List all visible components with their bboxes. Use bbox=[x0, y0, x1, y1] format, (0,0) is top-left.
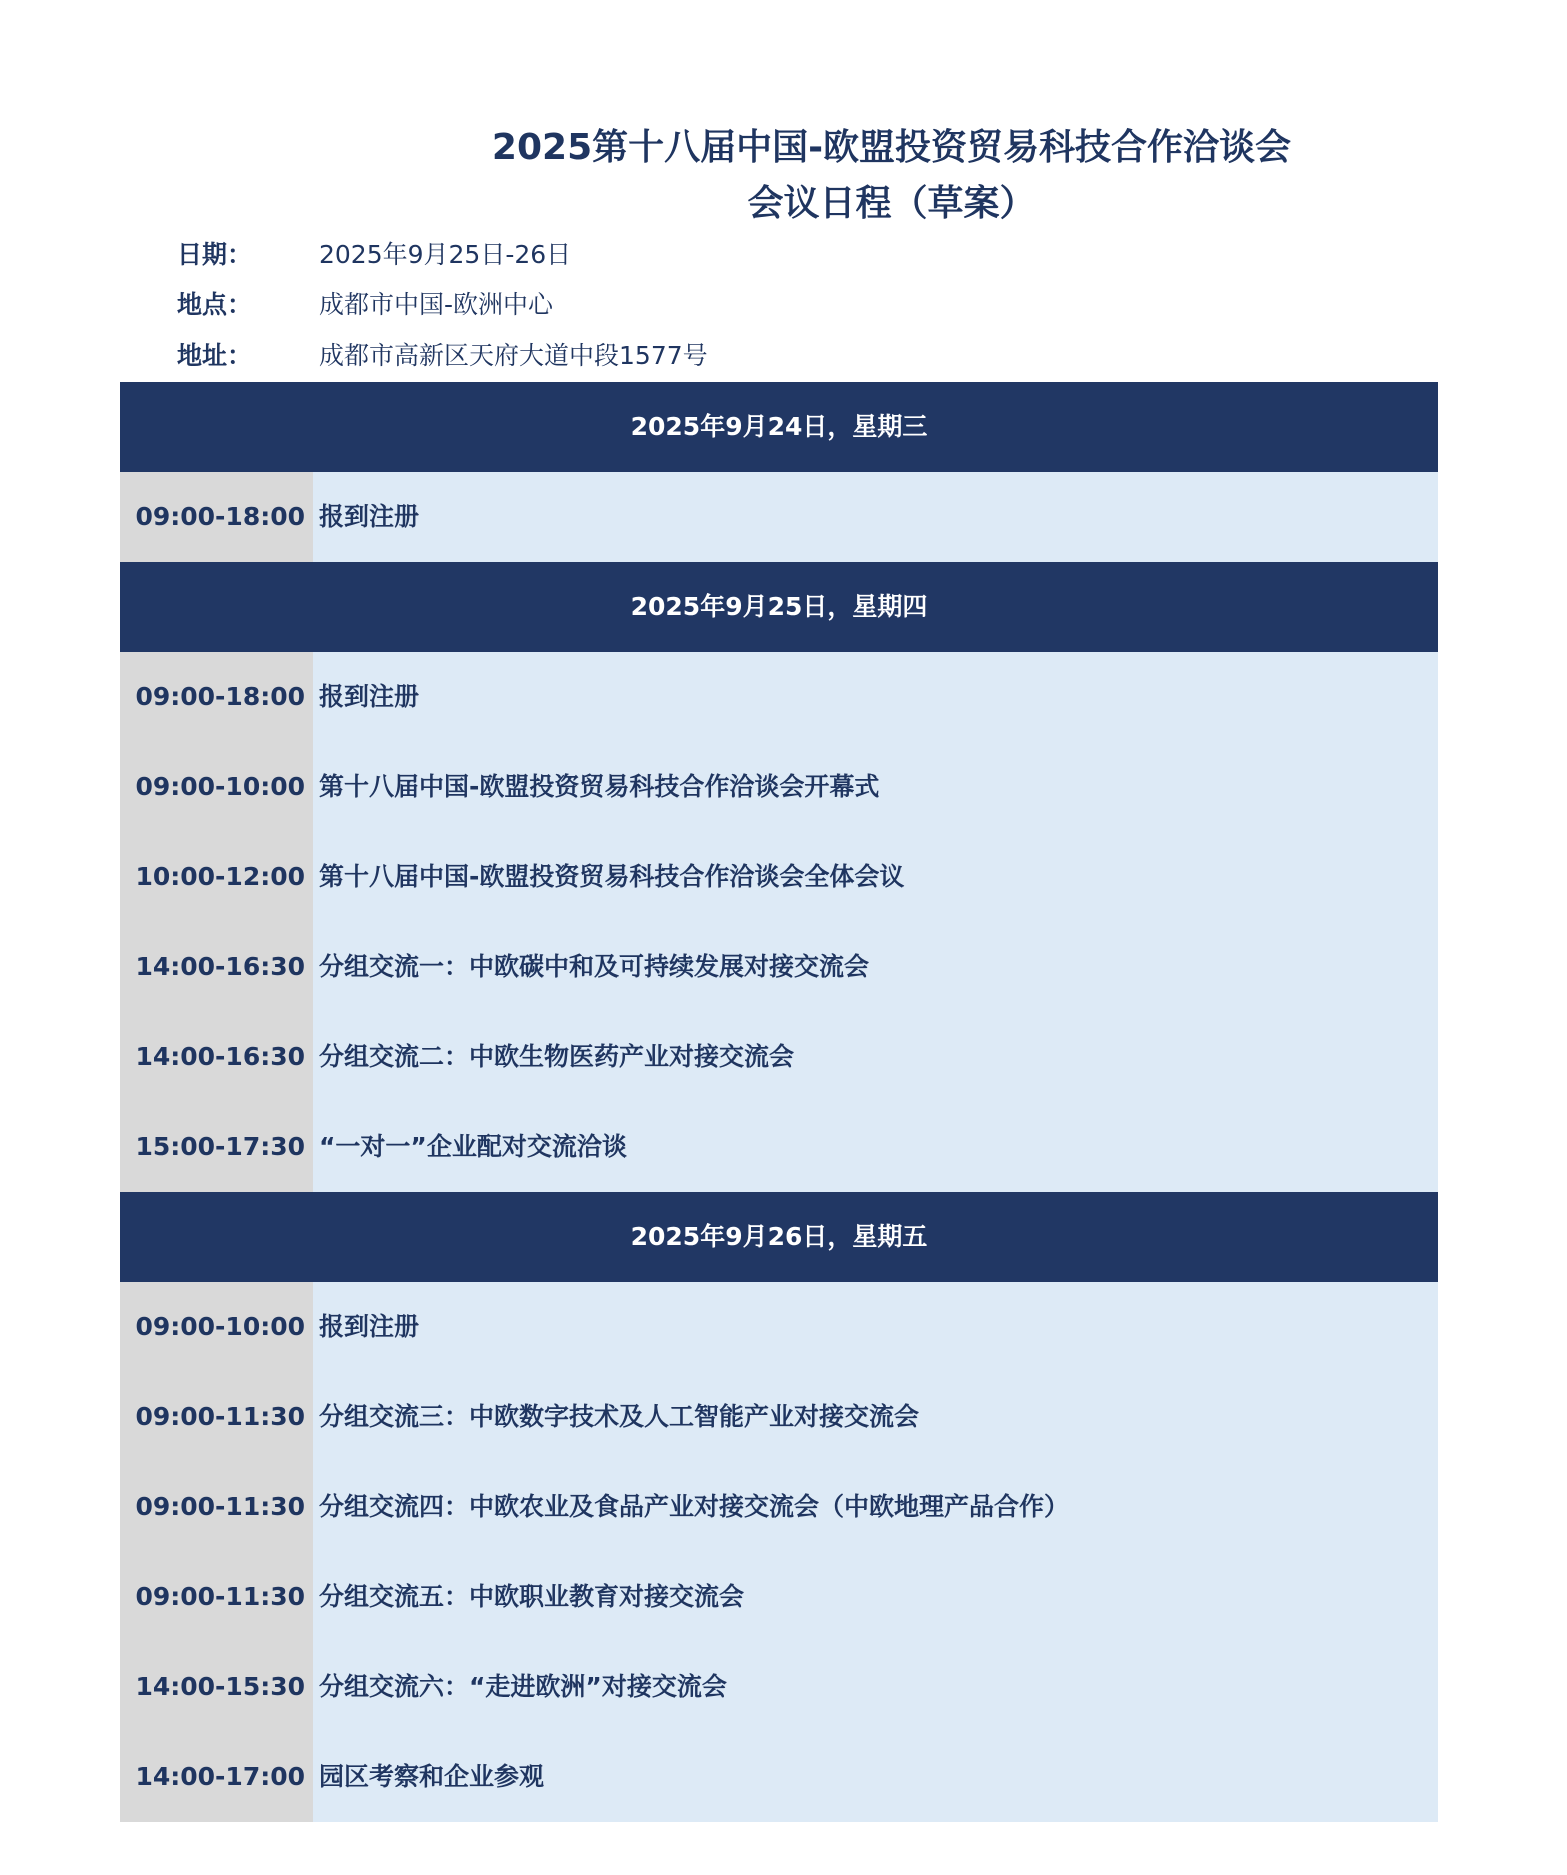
event-time: 14:00-15:30 bbox=[120, 1642, 313, 1732]
event-title: 分组交流五：中欧职业教育对接交流会 bbox=[313, 1552, 1438, 1642]
table-row bbox=[120, 1552, 1438, 1642]
event-title: 第十八届中国-欧盟投资贸易科技合作洽谈会全体会议 bbox=[313, 832, 1438, 922]
event-time: 14:00-16:30 bbox=[120, 1012, 313, 1102]
event-time: 14:00-17:00 bbox=[120, 1732, 313, 1822]
event-title: 园区考察和企业参观 bbox=[313, 1732, 1438, 1822]
schedule-table bbox=[120, 382, 1438, 1822]
info-value: 2025年9月25日-26日 bbox=[319, 240, 572, 269]
event-title: 分组交流六：“走进欧洲”对接交流会 bbox=[313, 1642, 1438, 1732]
table-row bbox=[120, 1642, 1438, 1732]
table-row bbox=[120, 652, 1438, 742]
info-label: 地址： bbox=[177, 341, 253, 370]
event-title: 报到注册 bbox=[313, 1282, 1438, 1372]
table-row bbox=[120, 1282, 1438, 1372]
day-header: 2025年9月24日，星期三 bbox=[120, 382, 1438, 472]
page-subtitle: 会议日程（草案） bbox=[747, 183, 1036, 224]
event-title: “一对一”企业配对交流洽谈 bbox=[313, 1102, 1438, 1192]
table-row bbox=[120, 1732, 1438, 1822]
day-header: 2025年9月25日，星期四 bbox=[120, 562, 1438, 652]
event-time: 09:00-11:30 bbox=[120, 1552, 313, 1642]
event-title: 报到注册 bbox=[313, 652, 1438, 742]
table-row bbox=[120, 1462, 1438, 1552]
table-row bbox=[120, 1012, 1438, 1102]
event-title: 报到注册 bbox=[313, 472, 1438, 562]
event-title: 分组交流四：中欧农业及食品产业对接交流会（中欧地理产品合作） bbox=[313, 1462, 1438, 1552]
info-address bbox=[177, 336, 708, 376]
info-date bbox=[177, 235, 571, 275]
event-time: 09:00-10:00 bbox=[120, 1282, 313, 1372]
table-row bbox=[120, 472, 1438, 562]
info-venue bbox=[177, 285, 553, 325]
event-time: 10:00-12:00 bbox=[120, 832, 313, 922]
info-value: 成都市中国-欧洲中心 bbox=[319, 290, 554, 319]
event-time: 09:00-18:00 bbox=[120, 652, 313, 742]
table-row bbox=[120, 832, 1438, 922]
day-header: 2025年9月26日，星期五 bbox=[120, 1192, 1438, 1282]
table-row bbox=[120, 1102, 1438, 1192]
event-title: 分组交流二：中欧生物医药产业对接交流会 bbox=[313, 1012, 1438, 1102]
table-row bbox=[120, 1372, 1438, 1462]
event-time: 09:00-10:00 bbox=[120, 742, 313, 832]
event-time: 09:00-18:00 bbox=[120, 472, 313, 562]
page-title: 2025第十八届中国-欧盟投资贸易科技合作洽谈会 bbox=[491, 127, 1292, 168]
event-time: 15:00-17:30 bbox=[120, 1102, 313, 1192]
event-time: 09:00-11:30 bbox=[120, 1462, 313, 1552]
event-time: 14:00-16:30 bbox=[120, 922, 313, 1012]
event-time: 09:00-11:30 bbox=[120, 1372, 313, 1462]
info-value: 成都市高新区天府大道中段1577号 bbox=[319, 341, 708, 370]
info-label: 日期： bbox=[177, 240, 253, 269]
event-title: 第十八届中国-欧盟投资贸易科技合作洽谈会开幕式 bbox=[313, 742, 1438, 832]
table-row bbox=[120, 742, 1438, 832]
event-title: 分组交流一：中欧碳中和及可持续发展对接交流会 bbox=[313, 922, 1438, 1012]
table-row bbox=[120, 922, 1438, 1012]
info-label: 地点： bbox=[177, 290, 253, 319]
event-title: 分组交流三：中欧数字技术及人工智能产业对接交流会 bbox=[313, 1372, 1438, 1462]
